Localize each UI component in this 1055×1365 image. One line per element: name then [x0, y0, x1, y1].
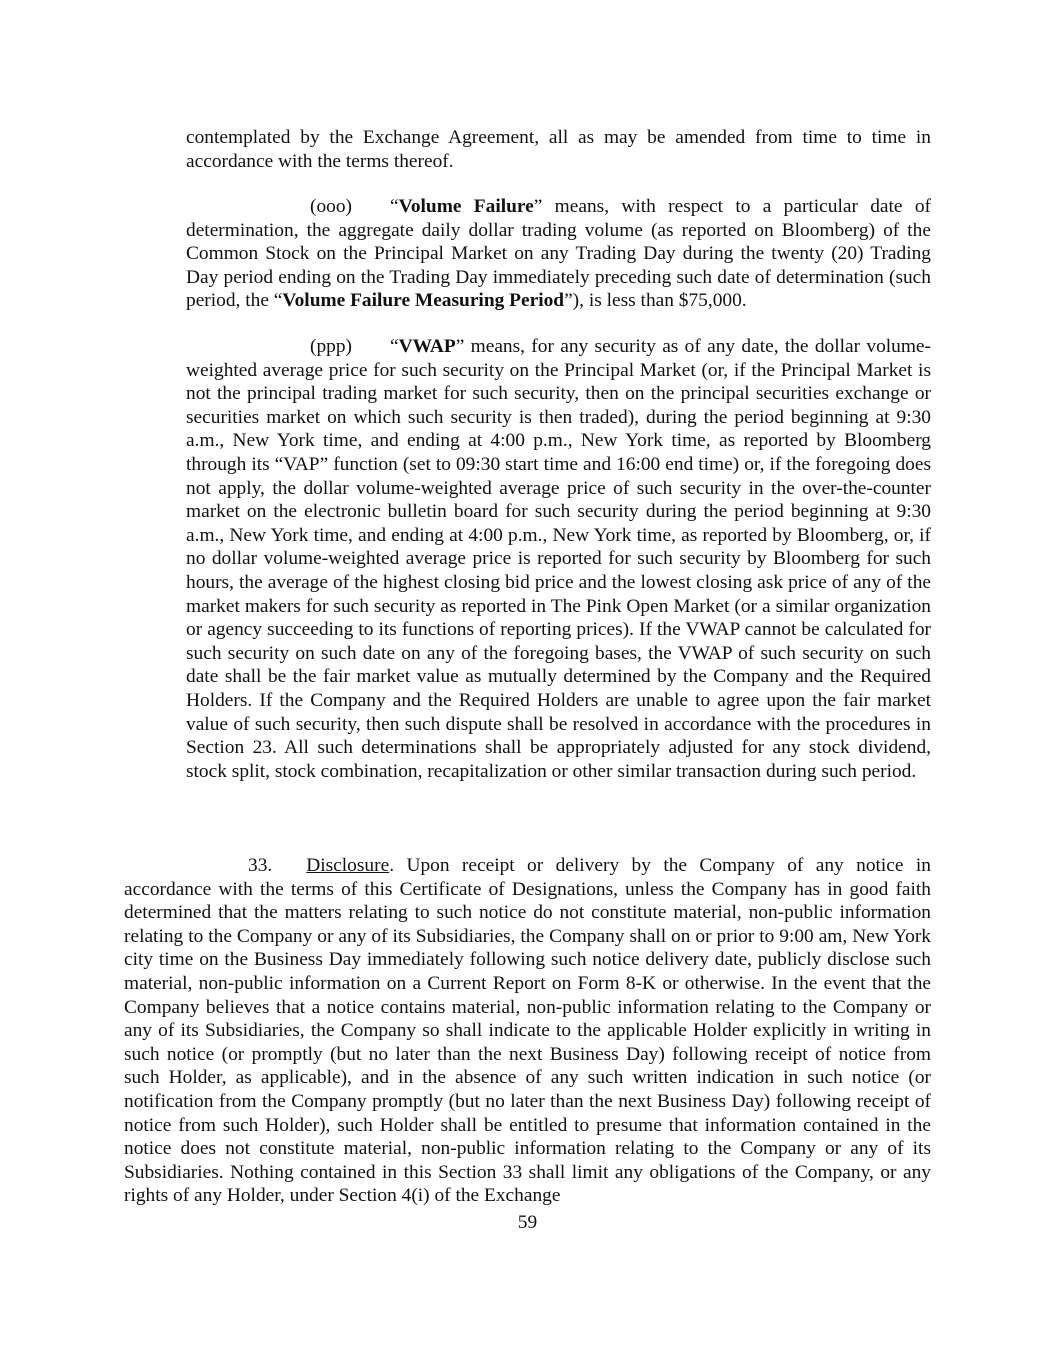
definition-ooo-label: (ooo) [310, 196, 353, 217]
page-number: 59 [517, 1212, 538, 1233]
definition-ppp-open-quote: “ [390, 336, 399, 357]
definition-ppp-label: (ppp) [310, 336, 353, 357]
section-33-paragraph [124, 854, 931, 1208]
section-33-text: Upon receipt or delivery by the Company of any notice in accordance with the terms of this Certificate of Designations, unless the Company has in good faith determined that the matters relating to such notice do not constitute material, non-public information relating to the Company or any of its Subsidiaries, the Company shall on or prior to 9:00 am, New York city time on the Business Day immediately following such notice delivery date, publicly disclose such material, non-public information on a Current Report on Form 8-K or otherwise. In the event that the Company believes that a notice contains material, non-public information relating to the Company or any of its Subsidiaries, the Company so shall indicate to the applicable Holder explicitly in writing in such notice (or promptly (but no later than the next Business Day) following receipt of notice from such Holder, as applicable), and in the absence of any such written indication in such notice (or notification from the Company promptly (but no later than the next Business Day) following receipt of notice from such Holder), such Holder shall be entitled to presume that information contained in the notice does not constitute material, non-public information relating to the Company or any of its Subsidiaries. Nothing contained in this Section 33 shall limit any obligations of the Company, or any rights of any Holder, under Section 4(i) of the Exchange [124, 855, 931, 1207]
definition-ooo-text: ” means, with respect to a particular date of determination, the aggregate daily dollar trading volume (as reported on Bloomberg) of the Common Stock on the Principal Market on any Trading Day during the twenty (20) Trading Day period ending on the Trading Day immediately preceding such date of determination (such period, the “ [186, 196, 931, 312]
continuation-paragraph [186, 126, 931, 173]
section-33-title: Disclosure [306, 855, 390, 876]
definition-ooo-paragraph [186, 195, 931, 313]
definition-ooo-term-2: Volume Failure Measuring Period [282, 290, 565, 312]
definition-ooo-term: Volume Failure [398, 196, 534, 217]
section-33-number: 33. [248, 855, 273, 876]
definition-ppp-term: VWAP [398, 336, 456, 357]
section-33-title-period: . [389, 855, 395, 876]
definition-ooo-text-2: ”), is less than $75,000. [564, 290, 747, 312]
continuation-text: contemplated by the Exchange Agreement, all as may be amended from time to time in accordance with the terms thereof. [186, 127, 931, 172]
definition-ooo-open-quote: “ [390, 196, 399, 217]
definition-ppp-paragraph [186, 335, 931, 783]
definition-ppp-text: ” means, for any security as of any date, the dollar volume-weighted average price for such security on the Principal Market (or, if the Principal Market is not the principal trading market for such security, then on the principal securities exchange or securities market on which such security is then traded), during the period beginning at 9:30 a.m., New York time, and ending at 4:00 p.m., New York time, as reported by Bloomberg through its “VAP” function (set to 09:30 start time and 16:00 end time) or, if the foregoing does not apply, the dollar volume-weighted average price of such security in the over-the-counter market on the electronic bulletin board for such security during the period beginning at 9:30 a.m., New York time, and ending at 4:00 p.m., New York time, as reported by Bloomberg, or, if no dollar volume-weighted average price is reported for such security by Bloomberg for such hours, the average of the highest closing bid price and the lowest closing ask price of any of the market makers for such security as reported in The Pink Open Market (or a similar organization or agency succeeding to its functions of reporting prices). If the VWAP cannot be calculated for such security on such date on any of the foregoing bases, the VWAP of such security on such date shall be the fair market value as mutually determined by the Company and the Required Holders. If the Company and the Required Holders are unable to agree upon the fair market value of such security, then such dispute shall be resolved in accordance with the procedures in Section 23. All such determinations shall be appropriately adjusted for any stock dividend, stock split, stock combination, recapitalization or other similar transaction during such period. [186, 336, 931, 782]
